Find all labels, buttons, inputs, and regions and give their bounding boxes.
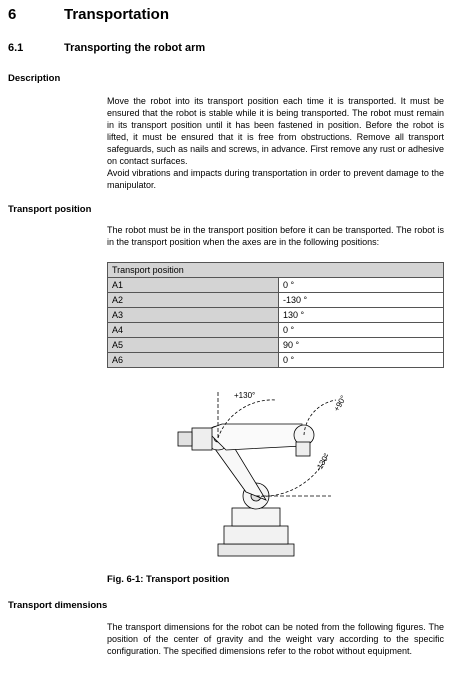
chapter-title: Transportation (64, 6, 170, 23)
value-cell: 130 ° (279, 308, 444, 323)
robot-motor-a4 (178, 432, 192, 446)
table-row (108, 293, 444, 308)
robot-flange (296, 442, 310, 456)
description-body (107, 95, 444, 191)
value-cell: 0 ° (279, 323, 444, 338)
table-row (108, 278, 444, 293)
description-heading: Description (8, 73, 61, 84)
value-cell: -130 ° (279, 293, 444, 308)
table-row (108, 338, 444, 353)
table-row (108, 308, 444, 323)
value-cell: 0 ° (279, 353, 444, 368)
value-cell: 0 ° (279, 278, 444, 293)
axis-cell: A2 (108, 293, 279, 308)
robot-rotating-column (232, 508, 280, 526)
angle-label: +130° (234, 391, 256, 400)
description-paragraph-2: Avoid vibrations and impacts during transportation in order to prevent damage to the manipulator. (107, 168, 444, 190)
axis-cell: A3 (108, 308, 279, 323)
value-cell: 90 ° (279, 338, 444, 353)
axis-cell: A1 (108, 278, 279, 293)
description-paragraph-1: Move the robot into its transport position each time it is transported. It must be ensured that the robot is stable while it is being transported. The robot must remain in its transport position until it has been fastened in position. Before the robot is lifted, it must be ensured that it is free from obstructions. Remove all transport safeguards, such as nails and screws, in advance. First remove any rust or adhesive on contact surfaces. (107, 96, 444, 166)
transport-dimensions-body: The transport dimensions for the robot can be noted from the following figures. The position of the center of gravity and the weight vary according to the specific configuration. The specified dimensions refer to the robot without equipment. (107, 622, 444, 656)
angle-label: +90° (331, 393, 349, 413)
table-header-cell: Transport position (108, 263, 444, 278)
robot-transport-figure (106, 384, 446, 564)
transport-position-intro: The robot must be in the transport position before it can be transported. The robot is in the transport position when the axes are in the following positions: (107, 225, 444, 247)
angle-label: -130° (313, 451, 332, 473)
robot-turntable (224, 526, 288, 544)
section-title: Transporting the robot arm (64, 42, 206, 54)
table-row (108, 323, 444, 338)
table-header-row (108, 263, 444, 278)
axis-cell: A6 (108, 353, 279, 368)
section-number: 6.1 (8, 42, 24, 54)
figure-caption: Fig. 6-1: Transport position (107, 574, 230, 585)
axis-cell: A4 (108, 323, 279, 338)
transport-dimensions-heading: Transport dimensions (8, 600, 108, 611)
table-row (108, 353, 444, 368)
robot-base (218, 544, 294, 556)
transport-position-heading: Transport position (8, 204, 92, 215)
chapter-number: 6 (8, 6, 17, 23)
transport-position-table (107, 262, 444, 368)
axis-cell: A5 (108, 338, 279, 353)
robot-motor-a3 (192, 428, 212, 450)
